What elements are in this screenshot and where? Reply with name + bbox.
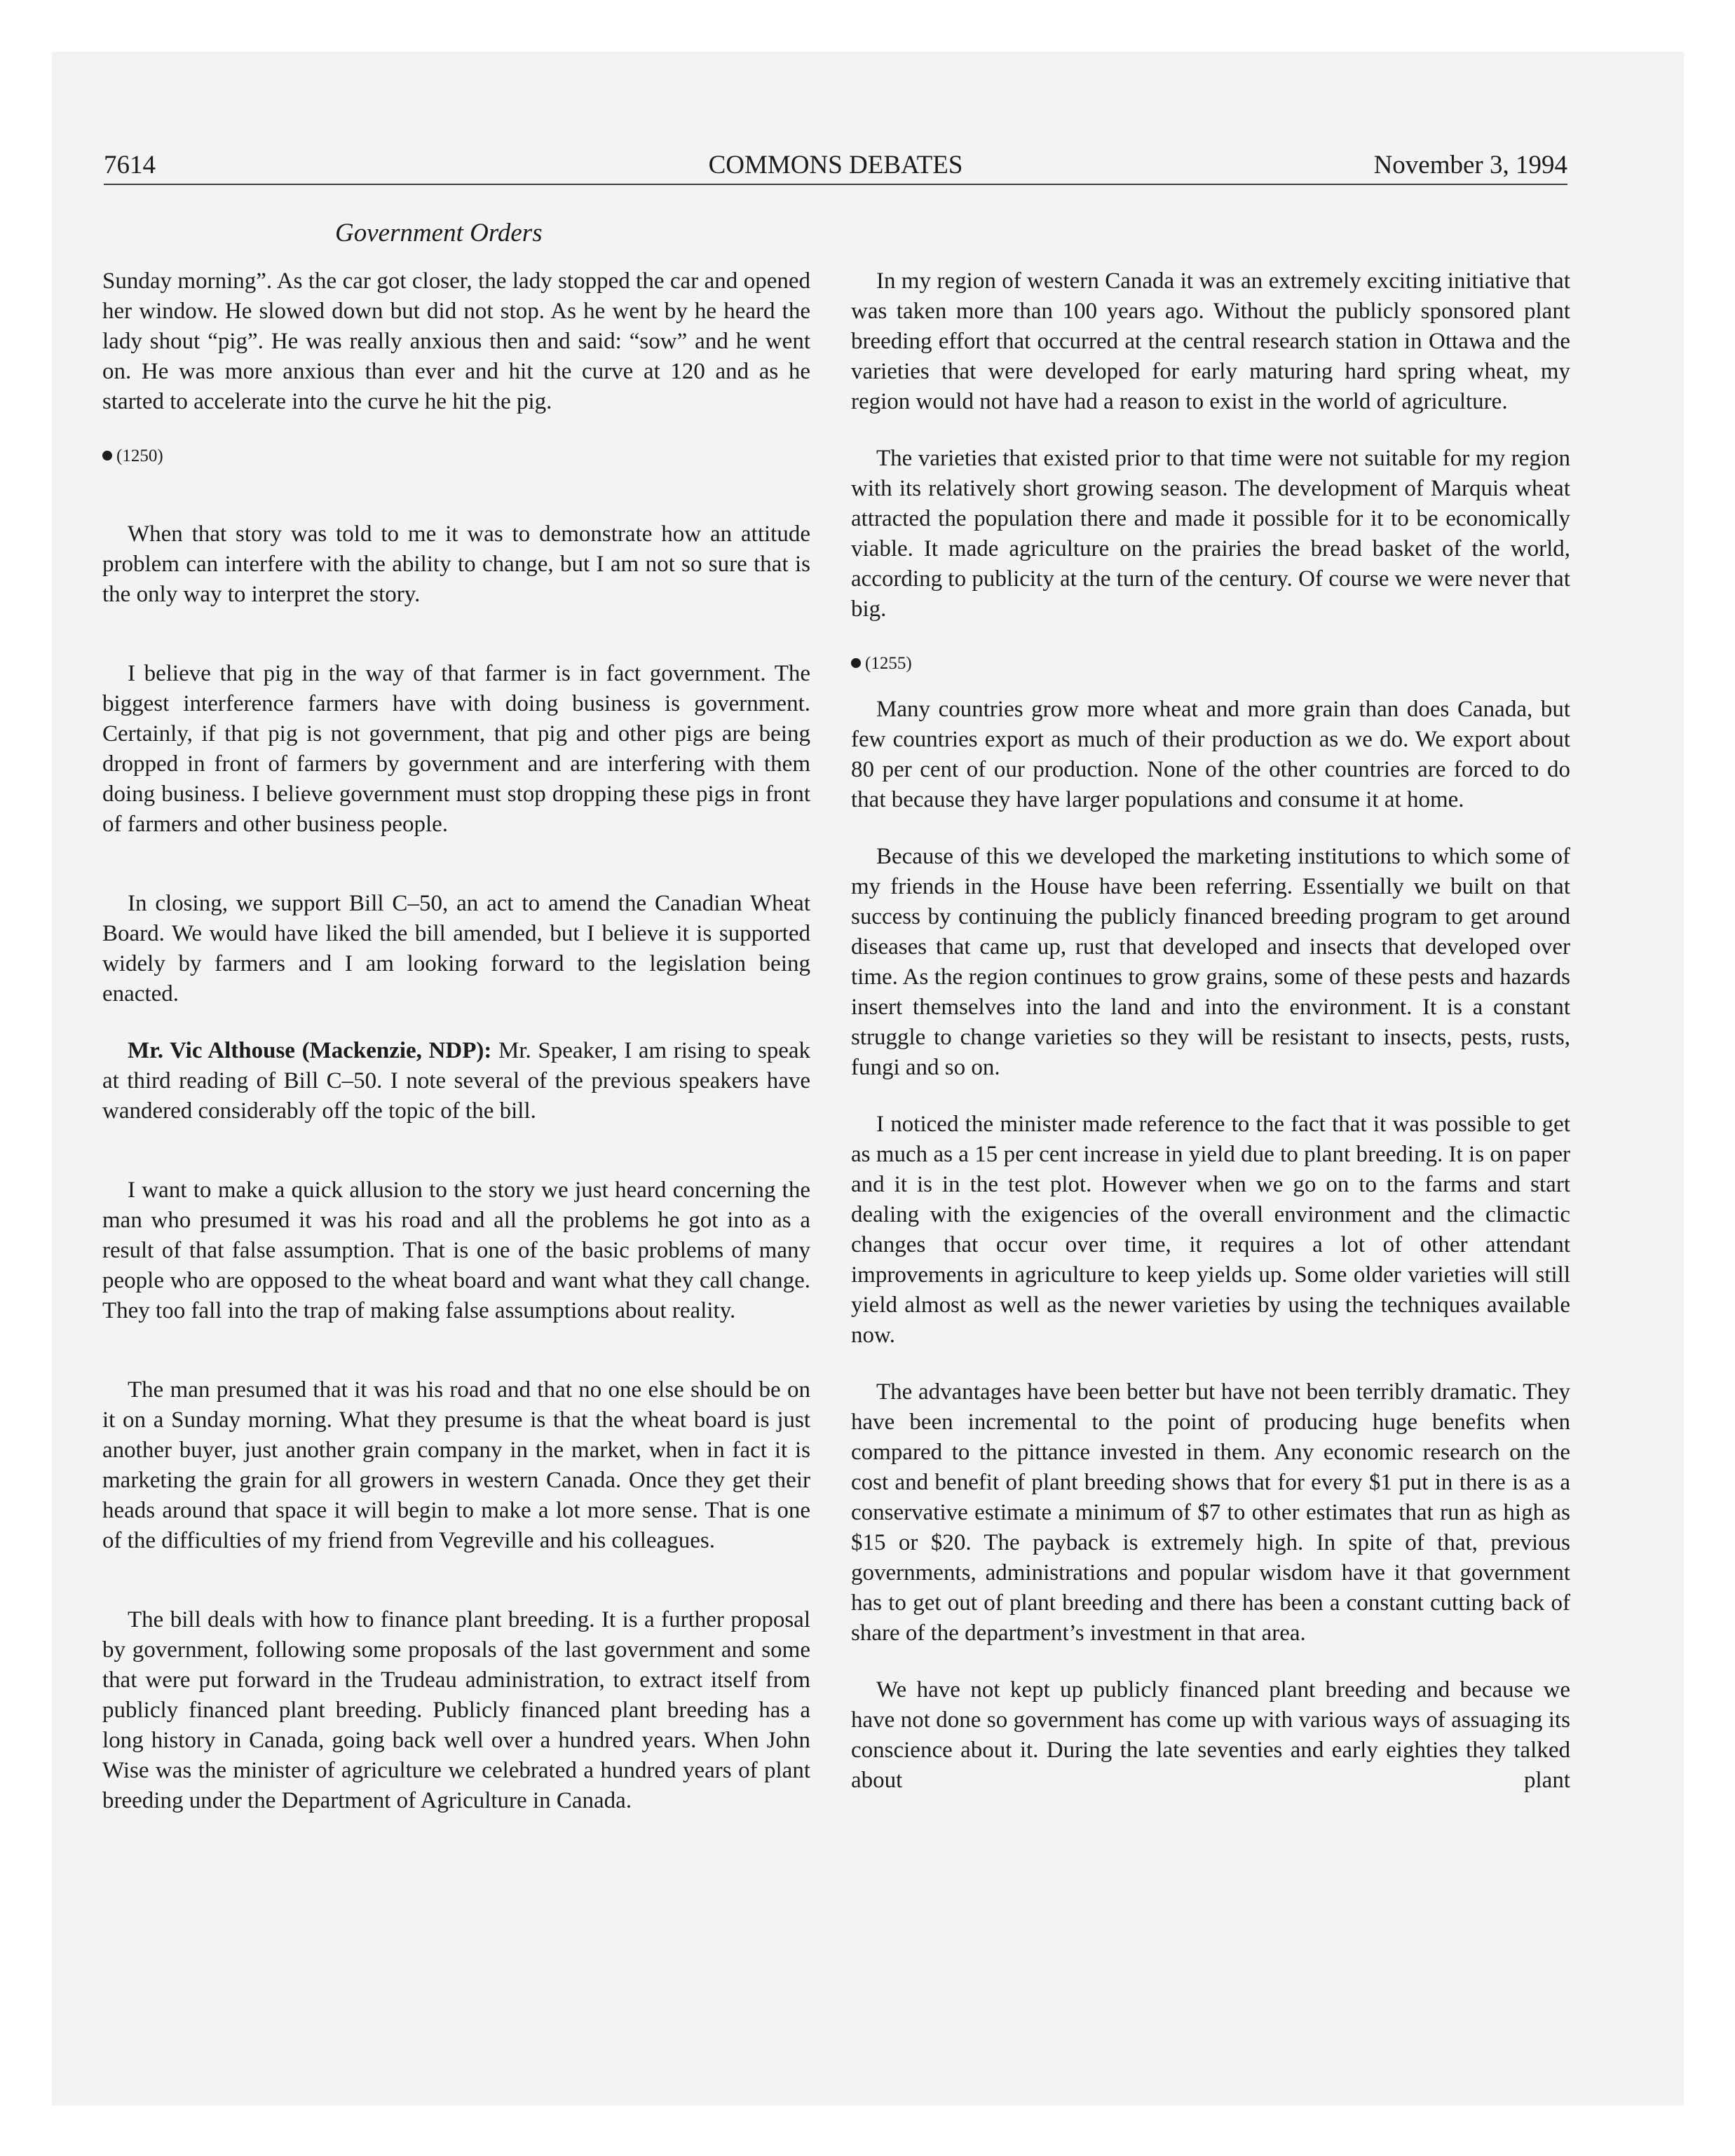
page-number: 7614 xyxy=(104,151,156,179)
time-marker xyxy=(102,444,810,469)
paragraph: The bill deals with how to finance plant breeding. It is a further proposal by government, following some proposals of the last government and some that were put forward in the Trudeau administration, to extract itself from publicly financed plant breeding. Publicly financed plant breeding has a long history in Canada, going back well over a hundred years. When John Wise was the minister of agriculture we celebrated a hundred years of plant breeding under the Department of Agriculture in Canada. xyxy=(102,1607,810,1813)
page-date: November 3, 1994 xyxy=(1373,151,1567,179)
journal-title: COMMONS DEBATES xyxy=(708,151,963,179)
paragraph: I want to make a quick allusion to the story we just heard concerning the man who presumed it was his road and all the problems he got into as a result of that false assumption. That is one of the basic problems of many people who are opposed to the wheat board and want what they call change. They too fall into the trap of making false assumptions about reality. xyxy=(102,1178,810,1323)
right-column xyxy=(851,266,1570,1822)
section-title: Government Orders xyxy=(335,219,543,247)
time-marker-label: (1255) xyxy=(865,654,912,673)
paragraph: Many countries grow more wheat and more grain than does Canada, but few countries export as much of their production as we do. We export about 80 per cent of our production. None of the other countries are forced to do that because they have larger populations and consume it at home. xyxy=(851,697,1570,812)
time-marker-label: (1250) xyxy=(116,446,163,465)
speaker-name: Mr. Vic Althouse (Mackenzie, NDP): xyxy=(128,1038,492,1063)
paragraph: Because of this we developed the marketing institutions to which some of my friends in the House have been referring. Essentially we built on that success by continuing the publicly financed breeding program to get around diseases that came up, rust that developed and insects that developed over time. As the region continues to grow grains, some of these pests and hazards insert themselves into the land and into the environment. It is a constant struggle to change varieties so they will be resistant to insects, pests, rusts, fungi and so on. xyxy=(851,844,1570,1080)
time-marker xyxy=(851,651,1570,676)
left-column xyxy=(102,266,810,1843)
paragraph: Sunday morning”. As the car got closer, the lady stopped the car and opened her window. He slowed down but did not stop. As he went by he heard the lady shout “pig”. He was really anxious then and said: “sow” and he went on. He was more anxious than ever and hit the curve at 120 and as he started to accelerate into the curve he hit the pig. xyxy=(102,268,810,414)
paragraph: The man presumed that it was his road and that no one else should be on it on a Sunday morning. What they presume is that the wheat board is just another buyer, just another grain company in the market, when in fact it is marketing the grain for all growers in western Canada. Once they get their heads around that space it will begin to make a lot more sense. That is one of the difficulties of my friend from Vegreville and his colleagues. xyxy=(102,1377,810,1553)
page-header xyxy=(104,146,1567,185)
bullet-icon xyxy=(851,658,861,668)
paragraph: The varieties that existed prior to that time were not suitable for my region with its relatively short growing season. The development of Marquis wheat attracted the population there and made it possible for it to be economically viable. It made agriculture on the prairies the bread basket of the world, according to publicity at the turn of the century. Of course we were never that big. xyxy=(851,446,1570,622)
paragraph: In my region of western Canada it was an extremely exciting initiative that was taken more than 100 years ago. Without the publicly sponsored plant breeding effort that occurred at the central research station in Ottawa and the varieties that were developed for early maturing hard spring wheat, my region would not have had a reason to exist in the world of agriculture. xyxy=(851,268,1570,414)
bullet-icon xyxy=(102,451,112,460)
paragraph: I believe that pig in the way of that farmer is in fact government. The biggest interference farmers have with doing business is government. Certainly, if that pig is not government, that pig and other pigs are being dropped in front of farmers by government and are interfering with them doing business. I believe government must stop dropping these pigs in front of farmers and other business people. xyxy=(102,661,810,837)
paragraph: When that story was told to me it was to demonstrate how an attitude problem can interfere with the ability to change, but I am not so sure that is the only way to interpret the story. xyxy=(102,521,810,607)
header-rule xyxy=(104,184,1567,185)
paragraph: We have not kept up publicly financed plant breeding and because we have not done so government has come up with various ways of assuaging its conscience about it. During the late seventies and early eighties they talked about plant xyxy=(851,1677,1570,1793)
speech-text: Mr. Speaker, I am rising to speak at third reading of Bill C–50. I note several of the previous speakers have wandered considerably off the topic of the bill. xyxy=(102,1038,810,1124)
paragraph: In closing, we support Bill C–50, an act to amend the Canadian Wheat Board. We would have liked the bill amended, but I believe it is supported widely by farmers and I am looking forward to the legislation being enacted. xyxy=(102,891,810,1007)
paragraph xyxy=(102,1036,810,1126)
paragraph: I noticed the minister made reference to the fact that it was possible to get as much as a 15 per cent increase in yield due to plant breeding. It is on paper and it is in the test plot. However when we go on to the farms and start dealing with the exigencies of the overall environment and the climactic changes that occur over time, it requires a lot of other attendant improvements in agriculture to keep yields up. Some older varieties will still yield almost as well as the newer varieties by using the techniques available now. xyxy=(851,1112,1570,1348)
paragraph: The advantages have been better but have not been terribly dramatic. They have been incremental to the point of producing huge benefits when compared to the pittance invested in them. Any economic research on the cost and benefit of plant breeding shows that for every $1 put in there is as a conservative estimate a minimum of $7 to other estimates that run as high as $15 or $20. The payback is extremely high. In spite of that, previous governments, administrations and popular wisdom have it that government has to get out of plant breeding and there has been a constant cutting back of share of the department’s investment in that area. xyxy=(851,1379,1570,1646)
